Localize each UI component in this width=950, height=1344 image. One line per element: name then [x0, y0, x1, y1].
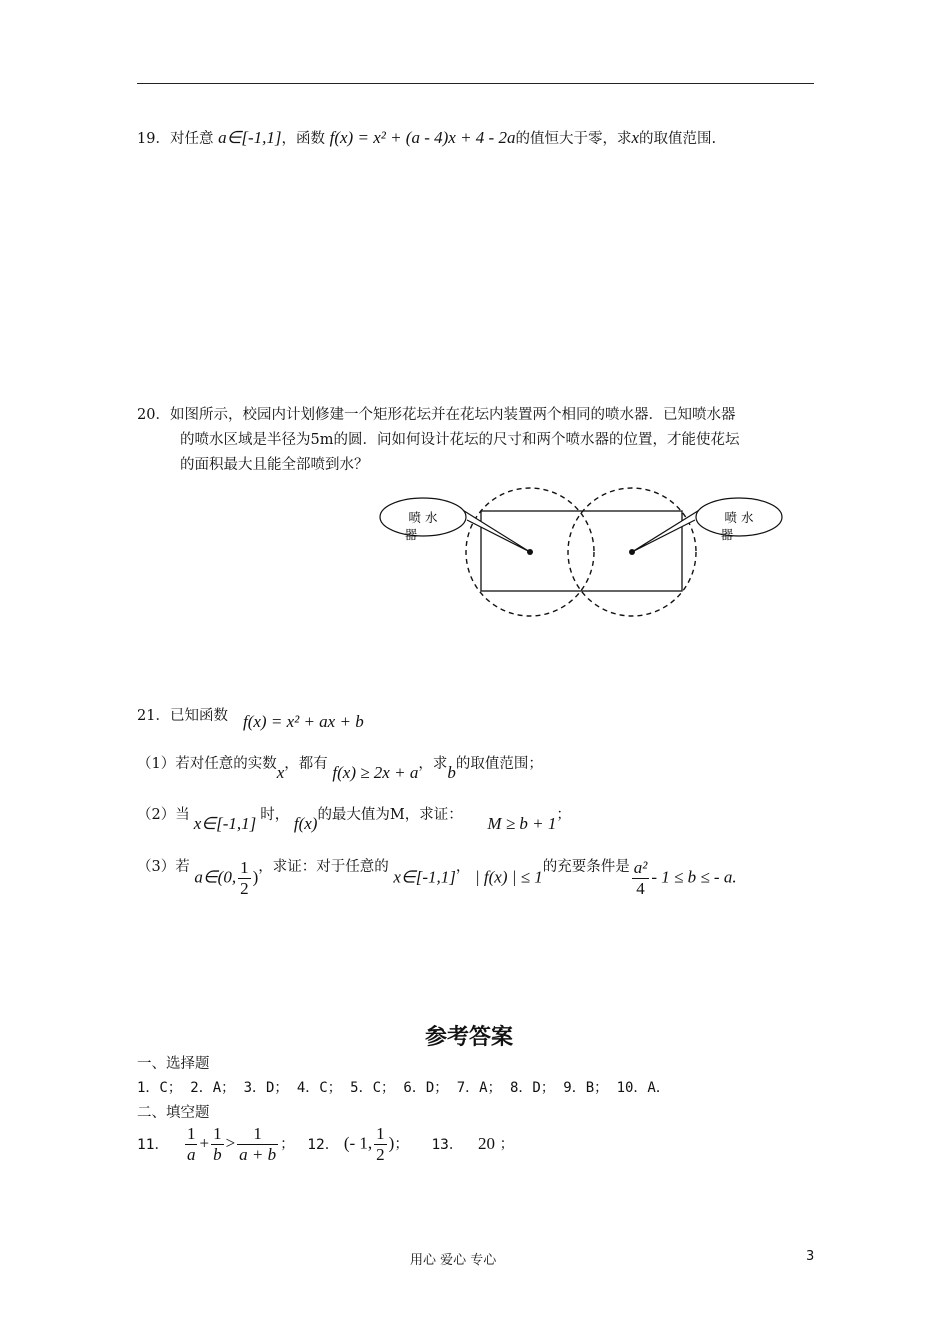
answer-11-frac-1ab [237, 1124, 278, 1165]
q21-p3-text-d: 的充要条件是 [542, 858, 630, 875]
q21-p1-text-b: ，都有 [284, 756, 328, 772]
q21-head-text: 21．已知函数 [137, 708, 228, 724]
answer-11-plus: + [199, 1133, 210, 1153]
q21-p3-domain-close: ) [252, 867, 259, 887]
answers-section-1: 一、选择题 [137, 1056, 210, 1072]
answers-title: 参考答案 [425, 1025, 514, 1050]
callout-left-label-top: 喷 水 [408, 510, 438, 525]
frac-den: 2 [240, 879, 249, 898]
answers-section-2: 二、填空题 [137, 1105, 210, 1121]
q21-p3-text-b: ，求证：对于任意的 [258, 858, 389, 875]
answer-11-label: 11． [137, 1136, 169, 1153]
q21-part-3 [137, 858, 737, 899]
q19-function: f(x) = x² + (a - 4)x + 4 - 2a [329, 128, 516, 147]
answer-13-sep: ； [499, 1136, 515, 1153]
q19-text-4: 的取值范围. [639, 131, 717, 147]
q19-text-2: ，函数 [281, 131, 326, 147]
flower-bed-diagram [370, 480, 790, 625]
answers-choices: 1．C； 2．A； 3．D； 4．C； 5．C； 6．D； 7．A； 8．D； 9．B； 10．A． [137, 1080, 670, 1096]
q21-part-2 [137, 803, 571, 833]
answer-12-open: (- 1, [343, 1133, 373, 1153]
answer-12-sep: ； [394, 1136, 409, 1153]
q21-p3-fraction-half [238, 858, 251, 899]
q21-p2-conclusion: M ≥ b + 1 [487, 814, 557, 833]
flower-bed-rectangle [481, 511, 682, 591]
answer-13-value: 20 [478, 1133, 496, 1153]
question-19 [137, 127, 716, 148]
answer-12-close: ) [388, 1133, 395, 1153]
q21-p3-text-c: ， [455, 858, 471, 875]
question-20-line-2: 的喷水区域是半径为5m的圆．问如何设计花坛的尺寸和两个喷水器的位置，才能使花坛 [180, 432, 740, 448]
q21-p2-text-c: 的最大值为M，求证： [317, 807, 463, 823]
q21-p3-fraction-a2-4 [632, 858, 650, 899]
q21-p1-var-b: b [447, 763, 456, 782]
q21-p2-function: f(x) [293, 814, 318, 833]
frac-den: a [186, 1145, 196, 1164]
q21-function-expr: f(x) = x² + ax + b [243, 712, 364, 731]
answer-12-frac [374, 1124, 387, 1165]
q19-domain: a∈[-1,1] [218, 128, 282, 147]
q21-function [243, 712, 364, 732]
page-number: 3 [806, 1249, 815, 1264]
answer-11-frac-1b [211, 1124, 224, 1165]
answer-11-sep: ； [280, 1136, 295, 1153]
callout-left [380, 498, 530, 552]
header-rule [137, 83, 814, 84]
q21-p3-condition: - 1 ≤ b ≤ - a. [651, 867, 737, 887]
callout-right-label-bottom: 器 [720, 527, 734, 542]
frac-den: 2 [376, 1145, 385, 1164]
q19-text-1: 对任意 [169, 131, 214, 147]
frac-num: a² [633, 858, 648, 877]
answer-11-gt: > [225, 1133, 236, 1153]
q21-p1-text-d: 的取值范围； [455, 756, 543, 772]
q21-part-1 [137, 752, 543, 782]
question-20-line-1: 20．如图所示，校园内计划修建一个矩形花坛并在花坛内装置两个相同的喷水器．已知喷水器 [137, 407, 736, 423]
q21-p3-domain-x: x∈[-1,1] [393, 867, 456, 887]
frac-num: 1 [213, 1124, 222, 1143]
q19-number: 19． [137, 131, 170, 147]
q19-var-x: x [631, 128, 640, 147]
q21-p1-var-x: x [276, 763, 285, 782]
q21-p2-text-b: 时， [260, 807, 290, 823]
q21-p3-text-a: （3）若 [137, 858, 190, 875]
answer-11-frac-1a [185, 1124, 198, 1165]
answers-fill-in [137, 1124, 514, 1165]
frac-den: 4 [636, 879, 645, 898]
q21-p3-domain-a: a∈(0, [194, 867, 237, 887]
q21-p1-text-a: （1）若对任意的实数 [137, 756, 277, 772]
question-21-head [137, 704, 228, 725]
frac-num: 1 [376, 1124, 385, 1143]
answer-13-label: 13． [431, 1136, 464, 1153]
callout-right [632, 498, 782, 552]
q21-p2-end: ； [556, 807, 571, 823]
frac-num: 1 [186, 1124, 196, 1143]
footer-slogan: 用心 爱心 专心 [410, 1253, 497, 1268]
frac-den: a + b [239, 1145, 277, 1164]
frac-num: 1 [240, 858, 249, 877]
q21-p2-domain: x∈[-1,1] [193, 814, 257, 833]
callout-left-label-bottom: 器 [404, 527, 418, 542]
frac-num: 1 [237, 1124, 278, 1145]
frac-den: b [213, 1145, 222, 1164]
q21-p3-abs-ineq: | f(x) | ≤ 1 [474, 867, 543, 887]
q21-p1-text-c: ，求 [418, 756, 448, 772]
answer-12-label: 12． [307, 1136, 340, 1153]
question-20-line-3: 的面积最大且能全部喷到水？ [180, 457, 369, 473]
q21-p1-inequality: f(x) ≥ 2x + a [332, 763, 419, 782]
callout-right-label-top: 喷 水 [724, 510, 754, 525]
q19-text-3: 的值恒大于零，求 [515, 131, 632, 147]
q21-p2-text-a: （2）当 [137, 807, 190, 823]
